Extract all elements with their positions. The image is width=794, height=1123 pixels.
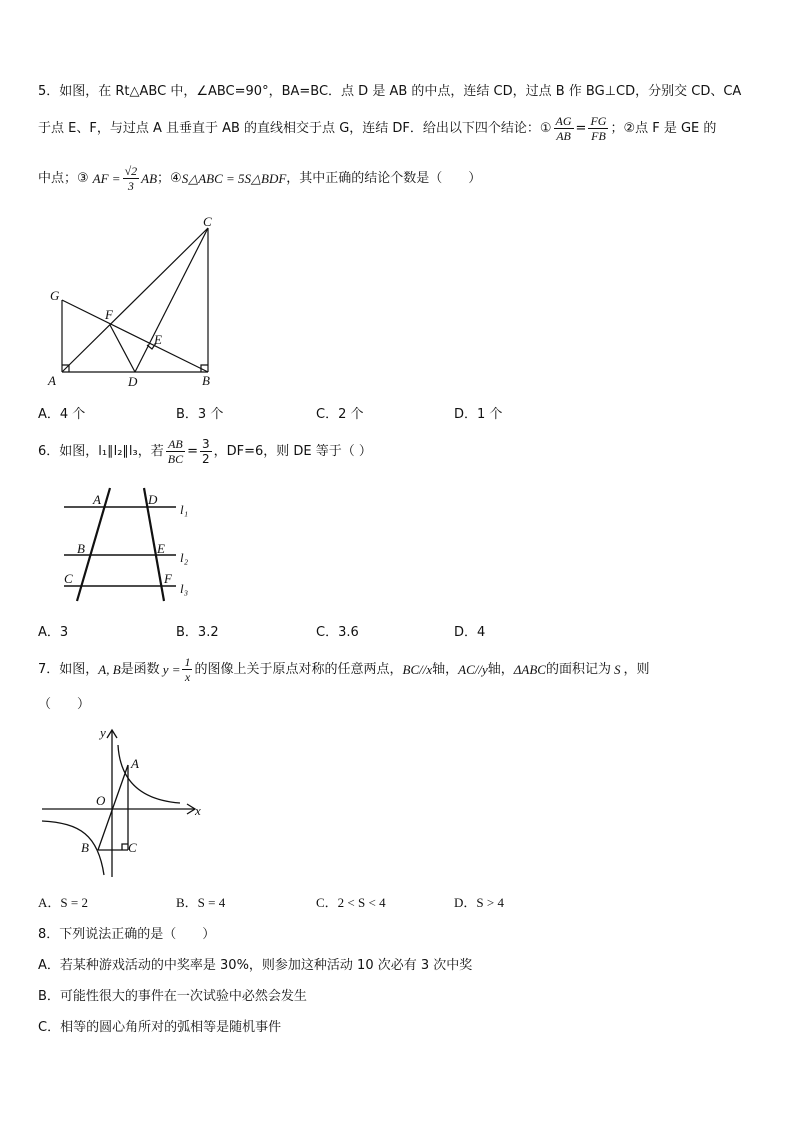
q7-label-y: y [100,725,106,740]
q7-fraction-1-x: $\frac{1}{x}$ [184,654,191,684]
q5-label-d: D [128,374,138,389]
q5-label-f: F [105,307,113,322]
q7-stem-text-a: 7．如图， [38,661,99,677]
q5-line3-text-a: 中点；③ [38,170,89,186]
q7-stem-line2: （ ） [38,697,91,712]
q8-stem: 8．下列说法正确的是（ ） [38,927,216,942]
q6-label-c: C [64,571,73,586]
q7-label-x: x [195,803,201,818]
q6-label-a: A [93,492,101,507]
q5-label-c: C [203,214,212,229]
q6-fraction-3-2: $\frac{3}{2}$ [202,436,210,466]
q5-stem-line3 [38,158,481,198]
q8-option-a: A．若某种游戏活动的中奖率是 30%，则参加这种活动 10 次必有 3 次中奖 [38,958,473,973]
q5-ab: AB [141,170,158,186]
q5-stem-line1: 5．如图，在 Rt△ABC 中，∠ABC=90°，BA=BC．点 D 是 AB 的中点，连结 CD，过点 B 作 BG⊥CD，分别交 CD、CA [38,84,742,99]
q5-stem-line2 [38,110,716,146]
q6-equals: = [187,443,198,459]
q8-option-c: C．相等的圆心角所对的弧相等是随机事件 [38,1020,282,1035]
q6-fraction-ab-bc: $\frac{AB}{BC}$ [167,436,184,466]
q6-option-a: A．3 [38,625,69,640]
q5-label-g: G [50,288,60,303]
q5-line3-text-c: ，其中正确的结论个数是（ ） [286,170,482,186]
q7-label-b: B [81,840,89,855]
q6-label-l3: l₃ [180,581,189,596]
q5-line3-text-b: ；④ [157,170,182,186]
q6-label-b: B [77,541,85,556]
q7-ab: A, B [98,661,121,677]
q6-option-b: B．3.2 [176,625,219,640]
q5-line2-text-b: ；②点 F 是 GE 的 [610,120,717,136]
q5-segment-ac [62,228,208,372]
q6-stem-text-b: ，DF=6，则 DE 等于（ ） [213,443,372,459]
q6-label-d: D [148,492,158,507]
q5-figure [40,215,220,395]
q7-label-c: C [128,840,137,855]
q6-stem-text-a: 6．如图，l₁∥l₂∥l₃，若 [38,443,164,459]
q5-label-a: A [48,373,56,388]
q7-stem-text-f: 的面积记为 [545,661,611,677]
q7-stem-line1 [38,650,649,688]
q6-label-l2: l₂ [180,550,189,565]
q8-option-b: B．可能性很大的事件在一次试验中必然会发生 [38,989,307,1004]
q5-label-b: B [202,373,210,388]
q6-label-f: F [164,571,172,586]
q7-curve-quadrant-3 [42,821,104,875]
q5-af: AF = [92,170,121,186]
q7-label-a: A [131,756,139,771]
q5-segment-df [110,325,135,372]
q6-figure [60,485,210,610]
q7-option-b: B．S = 4 [176,895,226,910]
q5-segment-gb [62,300,208,372]
q6-option-c: C．3.6 [316,625,359,640]
q7-figure [40,725,215,885]
q5-area-relation: S△ABC = 5S△BDF [181,170,287,186]
q5-fraction-sqrt2-3: $\frac{√2}{3}$ [124,163,138,193]
q6-label-l1: l₁ [180,502,189,517]
q5-fraction-ag-ab: $\frac{AG}{AB}$ [555,113,572,143]
q5-option-c: C．2 个 [316,407,364,422]
q5-option-b: B．3 个 [176,407,224,422]
q5-equals: = [575,120,587,136]
q7-option-a: A．S = 2 [38,895,88,910]
q7-s: S [613,661,621,677]
q7-stem-text-b: 是函数 [120,661,160,677]
q7-option-c: C．2 < S < 4 [316,895,386,910]
q5-option-a: A．4 个 [38,407,86,422]
q6-label-e: E [157,541,165,556]
q7-ac-parallel-y: AC//y [458,661,488,677]
q7-curve-quadrant-1 [118,745,180,803]
q6-option-d: D．4 [454,625,486,640]
q6-stem [38,432,372,470]
q7-triangle-abc: ΔABC [513,661,546,677]
q5-line2-text-a: 于点 E、F，与过点 A 且垂直于 AB 的直线相交于点 G，连结 DF．给出以下四个结论：① [38,120,552,136]
q7-stem-text-c: 的图像上关于原点对称的任意两点， [194,661,403,677]
q5-label-e: E [154,332,162,347]
q7-bc-parallel-x: BC//x [402,661,433,677]
q5-option-d: D．1 个 [454,407,503,422]
q7-y-equals: y = [162,661,181,677]
q7-label-o: O [96,793,106,808]
q5-segment-dc [135,228,208,372]
q7-stem-text-d: 轴， [432,661,459,677]
q7-stem-text-e: 轴， [487,661,514,677]
q7-option-d: D．S > 4 [454,895,504,910]
q5-fraction-fg-fb: $\frac{FG}{FB}$ [590,113,607,143]
q7-stem-text-g: ，则 [623,661,650,677]
